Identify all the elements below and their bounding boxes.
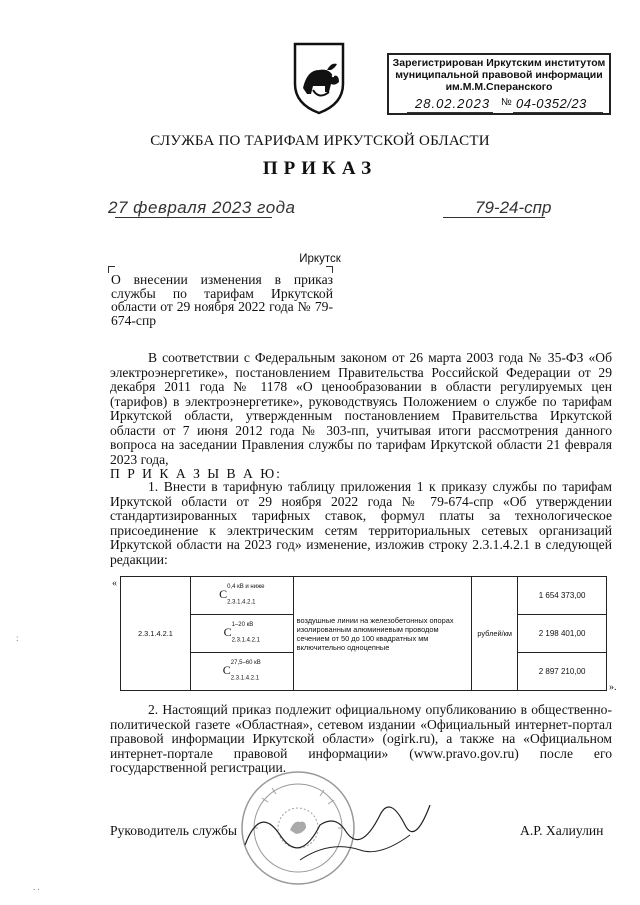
item-2-paragraph [110,703,612,776]
unit: рублей/км [472,577,518,691]
signatory-name: А.Р. Халиулин [520,823,604,838]
signed-date: 27 февраля 2023 года [108,198,296,217]
item-2-text: 2. Настоящий приказ подлежит официальному опубликованию в общественно-политической газете «Областная», сетевом издании «Официальный интернет-портал правовой информации Иркутской области» (ogirk.ru), а также на «Официальном интернет-портале правовой информации» (www.pravo.gov.ru) после его государственной регистрации. [110,702,612,775]
closing-quote: ». [609,682,617,693]
row-code: 2.3.1.4.2.1 [121,577,191,691]
voltage-level: 27,5–60 кВ [230,660,261,667]
document-subject: О внесении изменения в приказ службы по тарифам Иркутской области от 29 ноября 2022 года № 79-674-спр [111,272,333,328]
registration-stamp-line: муниципальной правовой информации [395,69,603,81]
registration-stamp-line: им.М.М.Сперанского [445,81,553,93]
preamble-text: В соответствии с Федеральным законом от 26 марта 2003 года № 35-ФЗ «Об электроэнергетике», постановлением Правительства Российской Федерации от 29 декабря 2011 года № 1178 «О ценообразовании в области регулируемых цен (тарифов) в электроэнергетике», руководствуясь Положением о службе по тарифам Иркутской области, утвержденным постановлением Правительства Иркутской области от 7 июня 2012 года № 303-пп, учитывая итоги рассмотрения данного вопроса на заседании Правления службы по тарифам Иркутской области 21 февраля 2023 года, [110,350,612,467]
item-1-text: 1. Внести в тарифную таблицу приложения 1 к приказу службы по тарифам Иркутской области от 29 ноября 2022 года № 79-674-спр «Об утверждении стандартизированных тарифных ставок, формул платы за технологическое присоединение к электрическим сетям территориальных сетевых организаций Иркутской области на 2023 год» изменение, изложив строку 2.3.1.4.2.1 в следующей редакции: [110,479,612,567]
registration-date: 28.02.2023 [415,96,491,111]
registration-stamp [387,53,611,115]
voltage-level: 0,4 кВ и ниже [227,584,265,591]
rate-formula: $C^{1-20 кВ}$ $_{2.3.1.4.2.1}$ [190,615,293,653]
preamble-paragraph [110,351,612,467]
document-type: ПРИКАЗ [262,158,378,179]
line-description: воздушные линии на железобетонных опорах изолированным алюминиевым проводом сечением от 50 до 100 квадратных мм включительно одноцепные [293,577,472,691]
agency-name: СЛУЖБА ПО ТАРИФАМ ИРКУТСКОЙ ОБЛАСТИ [150,133,490,149]
signatory-title: Руководитель службы [110,823,238,838]
item-1-paragraph [110,480,612,567]
date-underline [115,217,272,218]
scan-artifact: : [16,633,19,643]
city: Иркутск [299,253,341,265]
rate-value: 1 654 373,00 [518,577,607,615]
registration-number: 04-0352/23 [516,96,587,111]
rate-formula: $C^{27,5-60 кВ}$ $_{2.3.1.4.2.1}$ [190,653,293,691]
voltage-level: 1–20 кВ [231,622,254,629]
table-row [121,577,607,615]
handwritten-signature [240,785,440,875]
order-number: 79-24-спр [475,198,552,217]
number-underline [443,217,545,218]
registration-number-label: № [501,97,512,108]
rate-formula: $C^{0,4 кВ и ниже}$ $_{2.3.1.4.2.1}$ [190,577,293,615]
rate-value: 2 198 401,00 [518,615,607,653]
tariff-table [120,576,607,691]
rate-value: 2 897 210,00 [518,653,607,691]
opening-quote: « [112,578,117,589]
scan-artifact: . . [33,882,40,892]
directive-word: П Р И К А З Ы В А Ю: [110,466,282,481]
regional-emblem [289,40,349,116]
registration-stamp-line: Зарегистрирован Иркутским институтом [392,57,606,69]
